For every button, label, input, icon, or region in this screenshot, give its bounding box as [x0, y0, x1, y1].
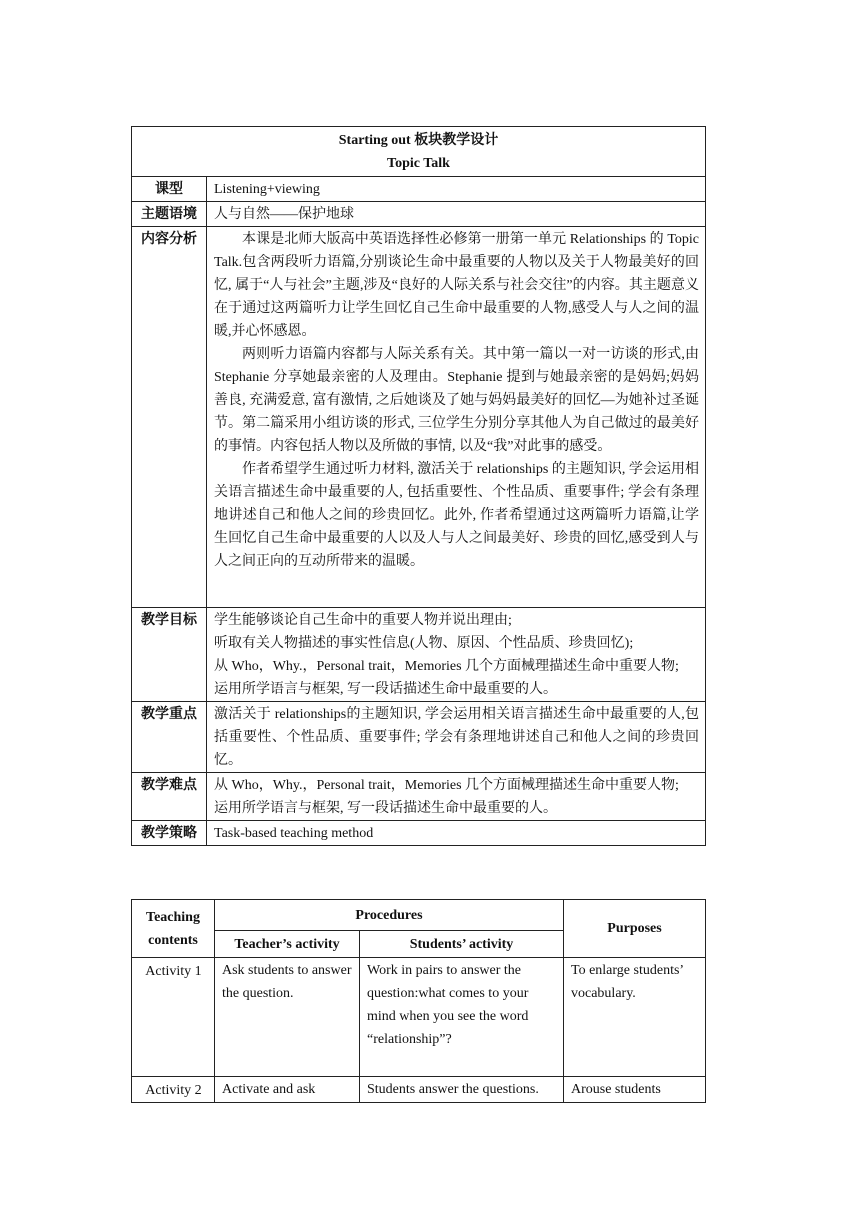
procedures-header: Procedures — [215, 900, 564, 931]
objective-item: 听取有关人物描述的事实性信息(人物、原因、个性品质、珍贵回忆); — [214, 636, 634, 651]
analysis-value — [207, 227, 706, 608]
lesson-type-row — [132, 177, 706, 202]
difficulties-value — [207, 773, 706, 821]
document-title: Starting out 板块教学设计 — [338, 133, 499, 148]
lesson-plan-table — [131, 126, 706, 846]
title-row — [132, 127, 706, 177]
difficulty-item: 运用所学语言与框架, 写一段话描述生命中最重要的人。 — [214, 801, 557, 816]
analysis-paragraph: 两则听力语篇内容都与人际关系有关。其中第一篇以一对一访谈的形式,由 Stephanie 分享她最亲密的人及理由。Stephanie 提到与她最亲密的是妈妈;妈妈善良, 充满爱意, 富有激情, 之后她谈及了她与妈妈最美好的回忆—为她补过圣诞节。第二篇采用小组访谈的形式, 三位学生分别分享其他人为自己做过的最美好的事情。内容包括人物以及所做的事情, 以及“我”对此事的感受。 — [214, 347, 699, 454]
analysis-paragraph: 本课是北师大版高中英语选择性必修第一册第一单元 Relationships 的 Topic Talk.包含两段听力语篇,分别谈论生命中最重要的人物以及关于人物最美好的回忆, 属于“人与社会”主题,涉及“良好的人际关系与社会交往”的内容。其主题意义在于通过这两篇听力让学生回忆自己生命中最重要的人物,感受人与人之间的温暖,并心怀感恩。 — [214, 232, 699, 339]
objectives-row — [132, 608, 706, 702]
difficulties-label: 教学难点 — [132, 773, 207, 821]
analysis-row — [132, 227, 706, 608]
procedures-table — [131, 899, 706, 1103]
key-points-value: 激活关于 relationships的主题知识, 学会运用相关语言描述生命中最重要的人,包括重要性、个性品质、重要事件; 学会有条理地讲述自己和他人之间的珍贵回忆。 — [207, 702, 706, 773]
analysis-paragraph: 作者希望学生通过听力材料, 激活关于 relationships 的主题知识, 学会运用相关语言描述生命中最重要的人, 包括重要性、个性品质、重要事件; 学会有条理地讲述自己和他人之间的珍贵回忆。此外, 作者希望通过这两篇听力语篇,让学生回忆自己生命中最重要的人以及人与人之间最美好、珍贵的回忆,感受到人与人之间正向的互动所带来的温暖。 — [214, 462, 699, 569]
objectives-value — [207, 608, 706, 702]
objective-item: 学生能够谈论自己生命中的重要人物并说出理由; — [214, 613, 512, 628]
contents-header: Teaching contents — [132, 900, 215, 958]
theme-value: 人与自然——保护地球 — [207, 202, 706, 227]
activity-label: Activity 1 — [132, 958, 215, 1077]
strategy-label: 教学策略 — [132, 821, 207, 846]
teacher-activity: Ask students to answer the question. — [215, 958, 360, 1077]
strategy-row — [132, 821, 706, 846]
title-cell — [132, 127, 706, 177]
objective-item: 从 Who，Why.，Personal trait，Memories 几个方面械理描述生命中重要人物; — [214, 659, 679, 674]
key-points-row — [132, 702, 706, 773]
students-activity: Work in pairs to answer the question:what comes to your mind when you see the word “relationship”? — [360, 958, 564, 1077]
activity-label: Activity 2 — [132, 1077, 215, 1103]
difficulty-item: 从 Who，Why.，Personal trait，Memories 几个方面械理描述生命中重要人物; — [214, 778, 679, 793]
students-activity-header: Students’ activity — [360, 931, 564, 958]
strategy-value: Task-based teaching method — [207, 821, 706, 846]
purpose: To enlarge students’ vocabulary. — [564, 958, 706, 1077]
purposes-header: Purposes — [564, 900, 706, 958]
students-activity: Students answer the questions. — [360, 1077, 564, 1103]
objectives-label: 教学目标 — [132, 608, 207, 702]
lesson-type-value: Listening+viewing — [207, 177, 706, 202]
table-row — [132, 1077, 706, 1103]
lesson-type-label: 课型 — [132, 177, 207, 202]
objective-item: 运用所学语言与框架, 写一段话描述生命中最重要的人。 — [214, 682, 557, 697]
difficulties-row — [132, 773, 706, 821]
teacher-activity-header: Teacher’s activity — [215, 931, 360, 958]
table-row — [132, 958, 706, 1077]
theme-label: 主题语境 — [132, 202, 207, 227]
key-points-label: 教学重点 — [132, 702, 207, 773]
analysis-label: 内容分析 — [132, 227, 207, 608]
purpose: Arouse students — [564, 1077, 706, 1103]
document-subtitle: Topic Talk — [387, 156, 450, 171]
teacher-activity: Activate and ask — [215, 1077, 360, 1103]
procedures-header-row — [132, 900, 706, 931]
theme-row — [132, 202, 706, 227]
